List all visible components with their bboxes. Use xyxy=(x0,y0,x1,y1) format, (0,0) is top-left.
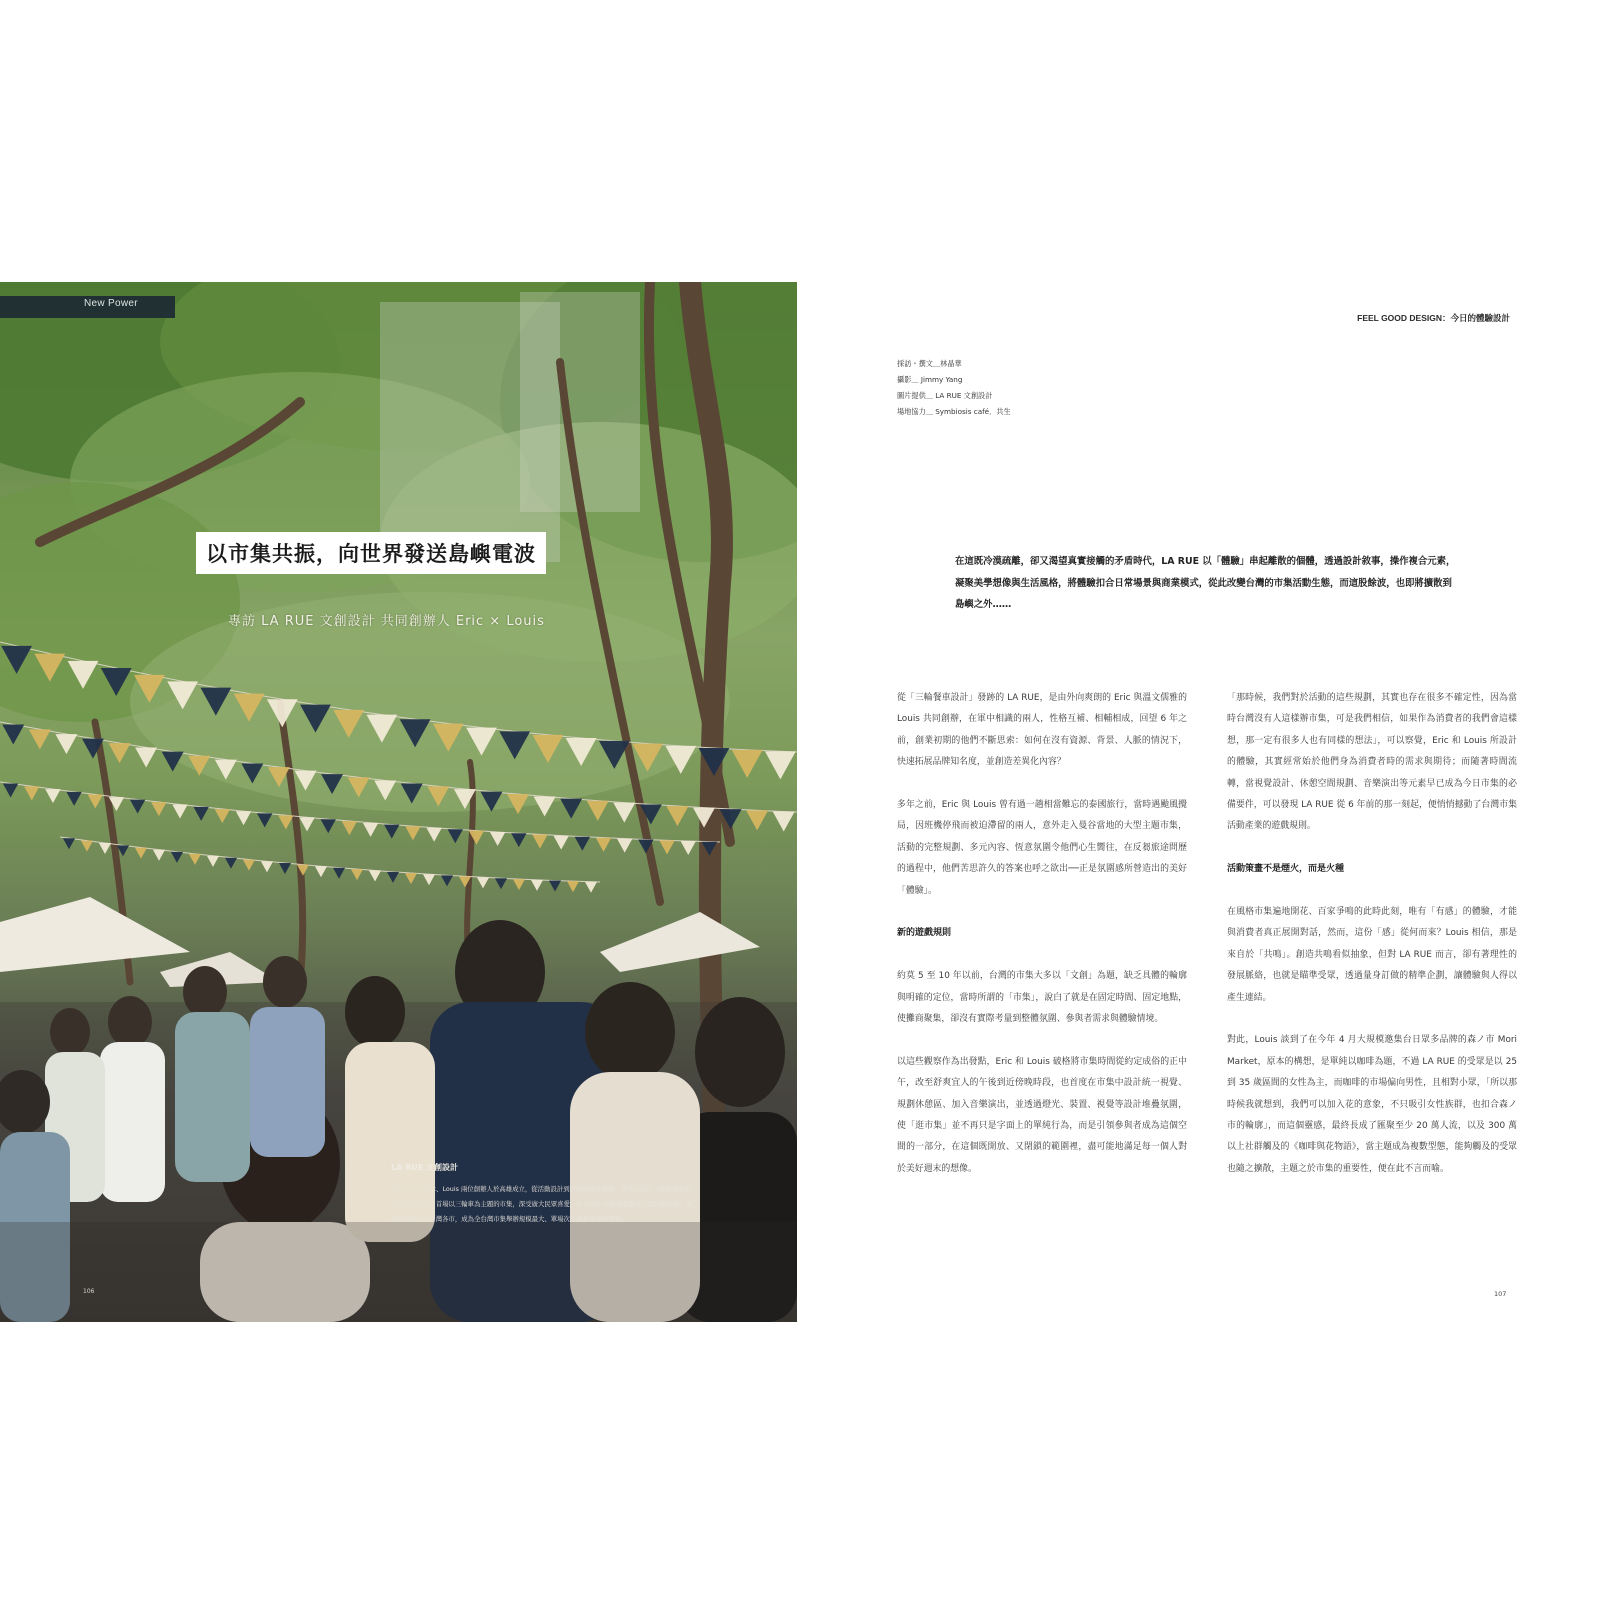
bunting-flag xyxy=(63,838,75,849)
bunting-flag xyxy=(109,743,131,763)
bunting-flag xyxy=(333,868,345,879)
body-paragraph: 對此，Louis 談到了在今年 4 月大規模邀集台日眾多品牌的森ノ市 Mori Market，原本的構想，是單純以咖啡為題，不過 LA RUE 的受眾是以 25 到 35 歲區間的女性為主，而咖啡的市場偏向男性，且相對小眾，「所以那時候我就想到，我們可以加入花的意象，不只吸引女性族群，也扣合森ノ市的輪廓」，而這個靈感，最終長成了匯聚至少 20 萬人流，以及 300 萬以上社群觸及的《咖啡與花物語》，當主題成為複數型態，能夠觸及的受眾也隨之擴散，主題之於市集的重要性，便在此不言而喻。 xyxy=(1227,1035,1517,1174)
bunting-flag xyxy=(596,838,611,852)
bunting-flag xyxy=(172,805,187,819)
bunting-flag xyxy=(207,856,219,867)
bunting-flag xyxy=(405,826,420,840)
bunting-flag xyxy=(513,879,525,890)
bunting-flag xyxy=(236,811,251,825)
bunting-flag xyxy=(369,871,381,882)
bunting-flag xyxy=(299,817,314,831)
bunting-flag xyxy=(321,819,336,833)
bunting-flag xyxy=(405,873,417,884)
body-paragraph: 以這些觀察作為出發點，Eric 和 Louis 破格將市集時間從約定成俗的正中午，改至舒爽宜人的午後到近傍晚時段，也首度在市集中設計統一視覺、規劃休憩區、加入音樂演出，並透過燈光、裝置、視覺等設計堆疊氛圍，使「逛市集」並不再只是字面上的單純行為，而是引領參與者成為這個空間的一部分，在這個既開放、又閉鎖的範圍裡，盡可能地滿足每一個人對於美好週末的想像。 xyxy=(897,1056,1187,1174)
page-number-right: 107 xyxy=(1494,1290,1507,1298)
section-running-header: FEEL GOOD DESIGN：今日的體驗設計 xyxy=(1357,313,1510,323)
bunting-flag xyxy=(384,825,399,839)
bunting-flag xyxy=(441,875,453,886)
bunting-flag xyxy=(171,852,183,863)
bunting-flag xyxy=(215,809,230,823)
bunting-flag xyxy=(130,800,145,814)
body-paragraph: 在風格市集遍地開花、百家爭鳴的此時此刻，唯有「有感」的體驗，才能與消費者真正展開對話，然而，這份「感」從何而來？Louis 相信，那是來自於「共鳴」。創造共鳴看似抽象，但對 LA RUE 而言，卻有著理性的發展脈絡，也就是瞄準受眾，透過量身訂做的精準企劃，讓體驗與人得以產生連結。 xyxy=(1227,907,1517,1003)
bunting-flag xyxy=(55,734,77,754)
bunting-flag xyxy=(315,866,327,877)
body-column-2 xyxy=(1227,688,1517,1202)
bunting-flag xyxy=(575,837,590,851)
bunting-flag xyxy=(681,841,696,855)
bunting-flag xyxy=(511,833,526,847)
bunting-flag xyxy=(585,882,597,893)
bunting-flag xyxy=(549,881,561,892)
photo-caption-body: 2017 年由 Eric、Louis 兩位創辦人於高雄成立，從活動設計到活動與設計顧問，首先以設計三輪餐車起家，於同年舉辦全台首場以三輪車為主題的市集，深受廣大民眾喜愛。於 2019 年後著重整合行銷活動規劃，業務範圍擴及全台灣各市，成為全台灣市集舉辦規模最大、單場次人流量最高的團隊。 xyxy=(391,1185,698,1223)
body-paragraph: 從「三輪餐車設計」發跡的 LA RUE，是由外向爽朗的 Eric 與溫文儒雅的 Louis 共同創辦，在軍中相識的兩人，性格互補、相輔相成，回望 6 年之前，創業初期的他們不斷思索：如何在沒有資源、背景、人脈的情況下，快速拓展品牌知名度，並創造差異化內容？ xyxy=(897,693,1187,768)
bunting-flag xyxy=(532,835,547,849)
bunting-flag xyxy=(587,801,609,821)
bunting-flag xyxy=(495,878,507,889)
bunting-flag xyxy=(448,829,463,843)
bunting-flag xyxy=(225,858,237,869)
page-number-left: 106 xyxy=(83,1288,95,1295)
bunting-flag xyxy=(666,806,688,826)
crowd xyxy=(0,920,797,1322)
bunting-flag xyxy=(257,813,272,827)
article-subheadline: 專訪 LA RUE 文創設計 共同創辦人 Eric × Louis xyxy=(228,614,545,629)
bunting-flag xyxy=(567,881,579,892)
bunting-flag xyxy=(351,869,363,880)
bunting-flag xyxy=(135,747,157,767)
bunting-flag xyxy=(613,803,635,823)
bunting-flag xyxy=(193,807,208,821)
bunting-flag xyxy=(151,802,166,816)
bunting-flag xyxy=(423,874,435,885)
bunting-flag xyxy=(29,729,51,749)
bunting-flag xyxy=(746,810,768,830)
photo-caption-title: LA RUE 文創設計 xyxy=(391,1163,458,1172)
bunting-flag xyxy=(477,877,489,888)
body-paragraph: 「那時候，我們對於活動的這些規劃，其實也存在很多不確定性，因為當時台灣沒有人這樣辦市集，可是我們相信，如果作為消費者的我們會這樣想，那一定有很多人也有同樣的想法」，可以察覺，Eric 和 Louis 所設計的體驗，其實經常始於他們身為消費者時的需求與期待；而隨著時間流轉，當視覺設計、休憩空間規劃、音樂演出等元素早已成為今日市集的必備要件，可以發現 LA RUE 從 6 年前的那一刻起，便悄悄撼動了台灣市集活動產業的遊戲規則。 xyxy=(1227,693,1517,832)
bunting-flag xyxy=(2,724,24,744)
bunting-flag xyxy=(534,796,556,816)
market-tents xyxy=(0,897,760,987)
bunting-flag xyxy=(531,880,543,891)
article-headline: 以市集共振，向世界發送島嶼電波 xyxy=(196,532,546,574)
body-paragraph: 約莫 5 至 10 年以前，台灣的市集大多以「文創」為題，缺乏具體的輪廓與明確的定位，當時所謂的「市集」，說白了就是在固定時間、固定地點，使攤商聚集，卻沒有實際考量到整體氛圍、參與者需求與體驗情境。 xyxy=(897,971,1187,1025)
section-subheading: 新的遊戲規則 xyxy=(897,928,952,939)
bunting-flag xyxy=(189,854,201,865)
bunting-flag xyxy=(765,751,796,779)
bunting-flag xyxy=(387,872,399,883)
bunting-flag xyxy=(659,840,674,854)
bunting-flag xyxy=(81,841,93,852)
article-credits xyxy=(897,356,1011,420)
bunting-flag xyxy=(261,861,273,872)
credit-images: 圖片提供＿ LA RUE 文創設計 xyxy=(897,391,993,400)
section-subheading: 活動策畫不是煙火，而是火種 xyxy=(1227,864,1345,875)
section-tag-label: New Power xyxy=(84,298,138,309)
bunting-flag xyxy=(66,792,81,806)
bunting-flag xyxy=(278,815,293,829)
bunting-flag xyxy=(243,860,255,871)
credit-venue: 場地協力＿ Symbiosis café．共生 xyxy=(897,407,1011,416)
bunting-flag xyxy=(45,789,60,803)
bunting-flag xyxy=(279,863,291,874)
cover-photo xyxy=(0,282,797,1322)
bunting-flag xyxy=(732,750,763,778)
bunting-flag xyxy=(426,828,441,842)
bunting-flag xyxy=(490,832,505,846)
bunting-flag xyxy=(617,839,632,853)
bunting-flag xyxy=(560,799,582,819)
body-paragraph: 多年之前，Eric 與 Louis 曾有過一趟相當難忘的泰國旅行，當時遇颱風攪局，因班機停飛而被迫滯留的兩人，意外走入曼谷當地的大型主題市集，活動的完整規劃、多元內容、恆意氛圍令他們心生嚮往，在反芻旅途問歷的過程中，他們苦思許久的答案也呼之欲出──正是氛圍感所營造出的美好「體驗」。 xyxy=(897,800,1187,896)
bunting-flag xyxy=(363,823,378,837)
bunting-flag xyxy=(24,786,39,800)
bunting-flag xyxy=(135,848,147,859)
credit-writer: 採訪・撰文＿林晶華 xyxy=(897,359,962,368)
bunting-flag xyxy=(342,821,357,835)
bunting-flag xyxy=(99,843,111,854)
body-column-1 xyxy=(897,688,1187,1202)
bunting-flag xyxy=(3,783,18,797)
bunting-flag xyxy=(553,836,568,850)
article-lead-paragraph: 在這既冷漠疏離，卻又渴望真實接觸的矛盾時代，LA RUE 以「體驗」串起離散的個體，透過設計敘事，操作複合元素，凝聚美學想像與生活風格，將體驗扣合日常場景與商業模式，從此改變台灣的市集活動生態，而這股餘波，也即將擴散到島嶼之外…… xyxy=(955,556,1456,610)
credit-photographer: 攝影＿ Jimmy Yang xyxy=(897,375,963,384)
bunting-flag xyxy=(88,795,103,809)
section-tag xyxy=(0,296,175,318)
bunting-flag xyxy=(773,811,795,831)
bunting-flag xyxy=(153,850,165,861)
